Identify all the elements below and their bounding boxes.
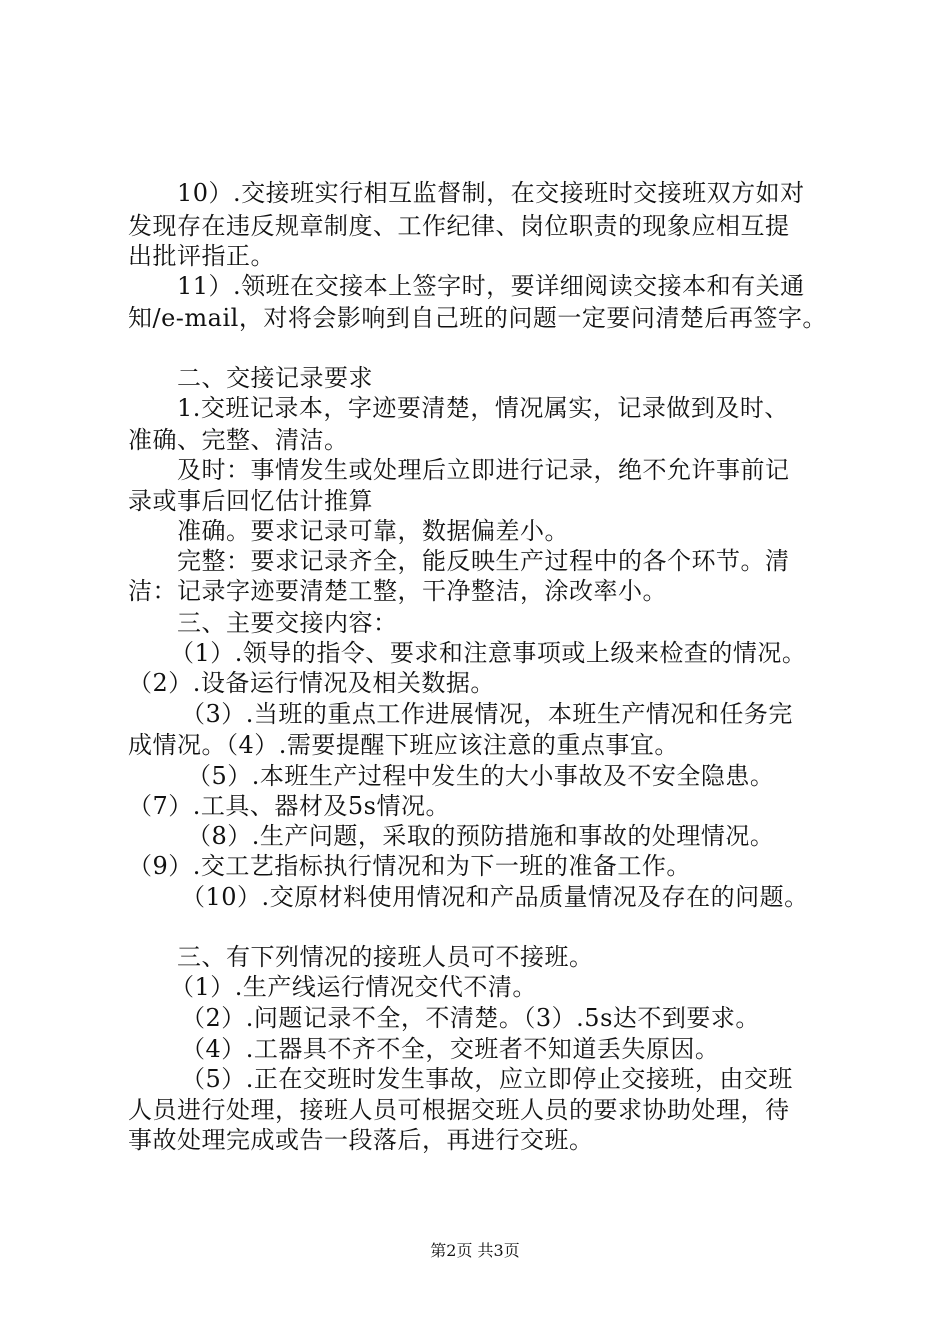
body-line: 准确。要求记录可靠，数据偏差小。 — [177, 517, 569, 545]
list-item: （5）.本班生产过程中发生的大小事故及不安全隐患。 — [187, 762, 775, 790]
body-line: 1.交班记录本，字迹要清楚，情况属实，记录做到及时、 — [177, 394, 789, 422]
body-line: 准确、完整、清洁。 — [128, 426, 349, 454]
body-line: 事故处理完成或告一段落后，再进行交班。 — [128, 1126, 594, 1154]
list-item: 成情况。（4）.需要提醒下班应该注意的重点事宜。 — [128, 731, 679, 759]
body-line: 完整：要求记录齐全，能反映生产过程中的各个环节。清 — [177, 547, 790, 575]
list-item: （9）.交工艺指标执行情况和为下一班的准备工作。 — [128, 852, 691, 880]
list-item: （4）.工器具不齐不全，交班者不知道丢失原因。 — [181, 1035, 720, 1063]
section-heading: 二、交接记录要求 — [177, 364, 373, 392]
body-line: 洁：记录字迹要清楚工整，干净整洁，涂改率小。 — [128, 577, 667, 605]
list-item: （1）.领导的指令、要求和注意事项或上级来检查的情况。 — [170, 639, 807, 667]
section-heading: 三、有下列情况的接班人员可不接班。 — [177, 943, 594, 971]
list-item: （2）.问题记录不全，不清楚。（3）.5s达不到要求。 — [181, 1004, 760, 1032]
body-line: 及时：事情发生或处理后立即进行记录，绝不允许事前记 — [177, 456, 790, 484]
list-item: （7）.工具、器材及5s情况。 — [128, 792, 450, 820]
body-line: 人员进行处理，接班人员可根据交班人员的要求协助处理，待 — [128, 1096, 790, 1124]
list-item: （10）.交原材料使用情况和产品质量情况及存在的问题。 — [181, 883, 809, 911]
list-item: （1）.生产线运行情况交代不清。 — [170, 973, 537, 1001]
body-line: 录或事后回忆估计推算 — [128, 487, 373, 515]
page-footer: 第2页 共3页 — [430, 1241, 520, 1260]
body-line: 出批评指正。 — [128, 242, 275, 270]
body-line: 发现存在违反规章制度、工作纪律、岗位职责的现象应相互提 — [128, 212, 790, 240]
body-line: 11）.领班在交接本上签字时，要详细阅读交接本和有关通 — [177, 272, 805, 300]
list-item: （5）.正在交班时发生事故，应立即停止交接班，由交班 — [181, 1065, 793, 1093]
section-heading: 三、主要交接内容： — [177, 609, 398, 637]
list-item: （3）.当班的重点工作进展情况，本班生产情况和任务完 — [181, 700, 793, 728]
list-item: （2）.设备运行情况及相关数据。 — [128, 669, 495, 697]
body-line: 10）.交接班实行相互监督制，在交接班时交接班双方如对 — [177, 179, 805, 207]
body-line: 知/e-mail，对将会影响到自己班的问题一定要问清楚后再签字。 — [128, 304, 827, 332]
list-item: （8）.生产问题，采取的预防措施和事故的处理情况。 — [187, 822, 775, 850]
